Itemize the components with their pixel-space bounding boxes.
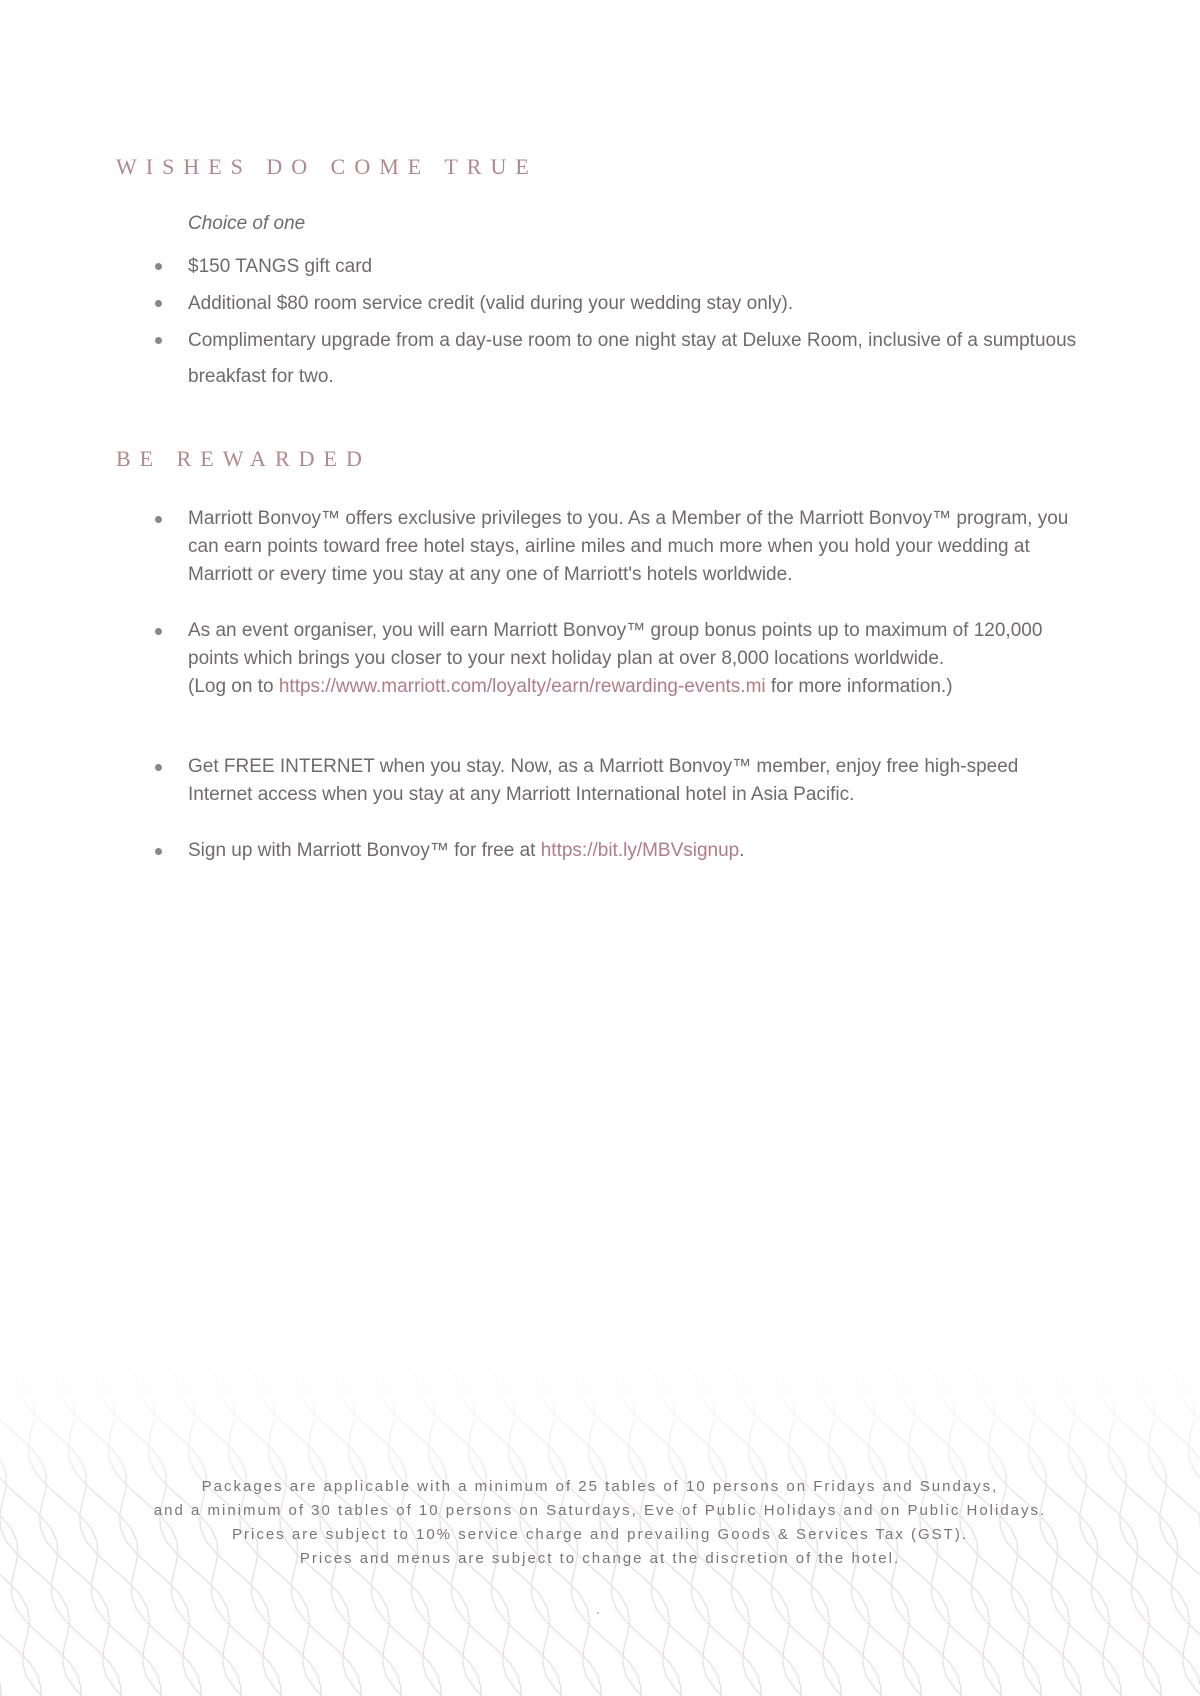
terms-line: Packages are applicable with a minimum of 25 tables of 10 persons on Fridays and Sundays, bbox=[201, 1478, 999, 1495]
signup-suffix: . bbox=[739, 840, 745, 861]
event-points-text: As an event organiser, you will earn Marriott Bonvoy™ group bonus points up to maximum of 120,000 points which brings you closer to your next holiday plan at over 8,000 locations worldwide. bbox=[188, 620, 1043, 669]
signup-prefix: Sign up with Marriott Bonvoy™ for free at bbox=[188, 840, 541, 861]
rewarding-events-link[interactable]: https://www.marriott.com/loyalty/earn/rewarding-events.mi bbox=[278, 676, 766, 697]
list-item: Get FREE INTERNET when you stay. Now, as a Marriott Bonvoy™ member, enjoy free high-speed Internet access when you stay at any Marriott International hotel in Asia Pacific. bbox=[188, 753, 1088, 809]
list-item: Marriott Bonvoy™ offers exclusive privileges to you. As a Member of the Marriott Bonvoy™ program, you can earn points toward free hotel stays, airline miles and much more when you hold your wedding at Marriott or every time you stay at any one of Marriott's hotels worldwide. bbox=[188, 505, 1088, 589]
choice-note: Choice of one bbox=[188, 213, 306, 234]
log-on-prefix: (Log on to bbox=[188, 676, 279, 697]
terms-line: and a minimum of 30 tables of 10 persons on Saturdays, Eve of Public Holidays and on Public Holidays. bbox=[153, 1502, 1047, 1519]
page-dot bbox=[597, 1612, 599, 1614]
list-item bbox=[188, 617, 1088, 701]
section-heading-rewarded: BE REWARDED bbox=[116, 446, 371, 471]
terms-line: Prices are subject to 10% service charge and prevailing Goods & Services Tax (GST). bbox=[232, 1526, 968, 1543]
wishes-list bbox=[188, 249, 1088, 396]
section-heading-wishes: WISHES DO COME TRUE bbox=[116, 154, 538, 179]
terms-line: Prices and menus are subject to change at the discretion of the hotel. bbox=[299, 1550, 901, 1567]
signup-link[interactable]: https://bit.ly/MBVsignup bbox=[540, 840, 740, 861]
list-item bbox=[188, 837, 1088, 865]
list-item: Complimentary upgrade from a day-use room to one night stay at Deluxe Room, inclusive of a sumptuous breakfast for two. bbox=[188, 323, 1088, 395]
terms-footer bbox=[0, 1475, 1200, 1571]
rewards-list bbox=[188, 505, 1088, 865]
log-on-suffix: for more information.) bbox=[765, 676, 953, 697]
list-item: Additional $80 room service credit (valid during your wedding stay only). bbox=[188, 286, 1088, 322]
list-item: $150 TANGS gift card bbox=[188, 249, 1088, 285]
